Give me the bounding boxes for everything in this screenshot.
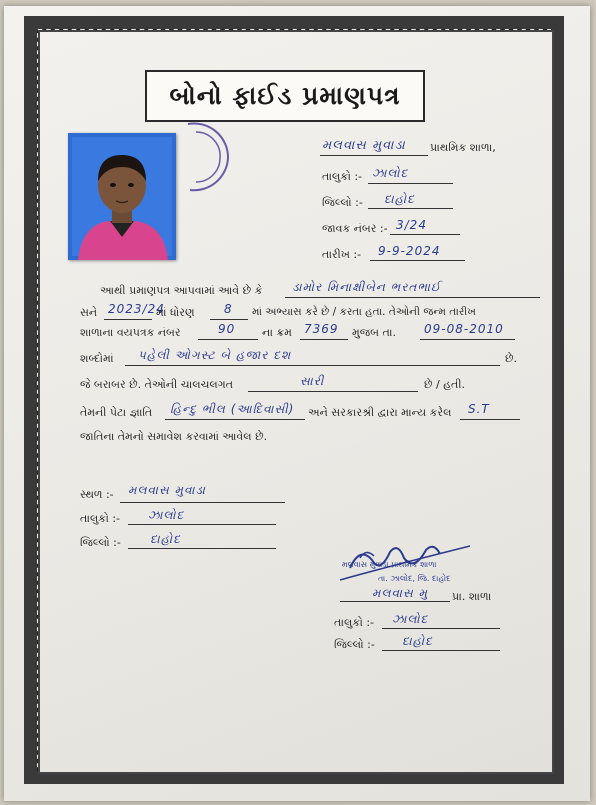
year-handwritten: 2023/24: [108, 302, 165, 316]
district-handwritten: દાહોદ: [384, 192, 415, 206]
taluka-line: [368, 183, 453, 184]
caste-handwritten: હિન્દુ ભીલ (આદિવાસી): [170, 402, 295, 416]
body-line6-b: અને સરકારશ્રી દ્વારા માન્ય કરેલ: [308, 406, 452, 419]
footer-district-label: જિલ્લો :-: [80, 536, 121, 549]
rubber-stamp: [184, 118, 236, 194]
dob-handwritten: 09-08-2010: [424, 322, 504, 336]
footer-school-handwritten: મલવાસ મુ: [372, 586, 428, 600]
caste-line: [165, 419, 305, 420]
place-handwritten: મલવાસ મુવાડા: [128, 483, 206, 497]
outward-no-handwritten: 3/24: [396, 218, 427, 232]
conduct-handwritten: સારી: [300, 374, 325, 388]
date-handwritten: 9-9-2024: [378, 244, 441, 258]
body-line3-c: મુજબ તા.: [352, 326, 396, 339]
footer-right-taluka-handwritten: ઝાલોદ: [392, 612, 429, 626]
body-line5-b: છે / હતી.: [424, 378, 465, 391]
body-line4-b: છે.: [505, 352, 517, 365]
conduct-line: [248, 391, 418, 392]
title-box: [145, 70, 425, 122]
school-name-line: [320, 155, 428, 156]
footer-district-line: [128, 548, 276, 549]
certificate-title: બોનો ફાઈડ પ્રમાણપત્ર: [169, 81, 401, 110]
year-line: [104, 319, 152, 320]
dob-words-line: [125, 365, 500, 366]
dob-words-handwritten: પહેલી ઓગસ્ટ બે હજાર દશ: [138, 348, 292, 362]
taluka-handwritten: ઝાલોદ: [372, 166, 409, 180]
dob-line: [420, 339, 515, 340]
body-line6-a: તેમની પેટા જ્ઞાતિ: [80, 406, 153, 419]
date-label: તારીખ :-: [322, 248, 362, 261]
category-line: [460, 419, 520, 420]
student-name-line: [285, 297, 540, 298]
student-photo: [68, 133, 176, 260]
footer-right-district-label: જિલ્લો :-: [334, 638, 375, 651]
gr-no-line: [198, 339, 258, 340]
body-line4-a: શબ્દોમાં: [80, 352, 114, 365]
stamp-line2: તા. ઝાલોદ, જિ. દાહોદ: [378, 574, 451, 583]
footer-school-line: [340, 601, 450, 602]
place-label: સ્થળ :-: [80, 488, 114, 501]
place-line: [120, 502, 285, 503]
body-line3-b: ના ક્રમ: [262, 326, 292, 339]
district-line: [368, 208, 453, 209]
std-line: [210, 319, 248, 320]
school-name-handwritten: મલવાસ મુવાડા: [322, 138, 406, 153]
footer-right-district-handwritten: દાહોદ: [402, 634, 433, 648]
footer-district-handwritten: દાહોદ: [150, 532, 181, 546]
kram-line: [300, 339, 348, 340]
outward-no-line: [390, 234, 460, 235]
category-handwritten: S.T: [468, 402, 490, 416]
kram-handwritten: 7369: [304, 322, 339, 336]
body-line3-a: શાળાના વયપત્રક નંબર: [80, 326, 181, 339]
date-line: [370, 260, 465, 261]
std-handwritten: 8: [224, 302, 233, 316]
footer-taluka-line: [128, 524, 276, 525]
footer-taluka-handwritten: ઝાલોદ: [148, 508, 185, 522]
footer-right-district-line: [382, 650, 500, 651]
body-line2-a: સને: [80, 306, 98, 319]
outward-no-label: જાવક નંબર :-: [322, 222, 388, 235]
student-name-handwritten: ડામોર મિનાક્ષીબેન ભરતભાઈ: [292, 280, 442, 294]
school-suffix: પ્રાથમિક શાળા,: [430, 141, 496, 154]
body-line2-c: માં અભ્યાસ કરે છે / કરતા હતા. તેઓની જન્મ તારીખ: [252, 306, 476, 318]
footer-taluka-label: તાલુકો :-: [80, 512, 120, 525]
gr-no-handwritten: 90: [218, 322, 236, 336]
taluka-label: તાલુકો :-: [322, 170, 362, 183]
body-line1-text: આથી પ્રમાણપત્ર આપવામાં આવે છે કે: [100, 284, 263, 297]
footer-right-taluka-line: [382, 628, 500, 629]
body-line5-a: જે બરાબર છે. તેઓની ચાલચલગત: [80, 378, 234, 391]
district-label: જિલ્લો :-: [322, 196, 363, 209]
body-line2-b: માં ધોરણ: [156, 306, 195, 319]
body-line7: જાતિના તેમનો સમાવેશ કરવામાં આવેલ છે.: [80, 430, 268, 443]
footer-school-suffix: પ્રા. શાળા: [452, 590, 492, 603]
footer-right-taluka-label: તાલુકો :-: [334, 616, 374, 629]
stamp-line1: મલવાસ મુવાડા પ્રાથમિક શાળા: [342, 560, 437, 569]
